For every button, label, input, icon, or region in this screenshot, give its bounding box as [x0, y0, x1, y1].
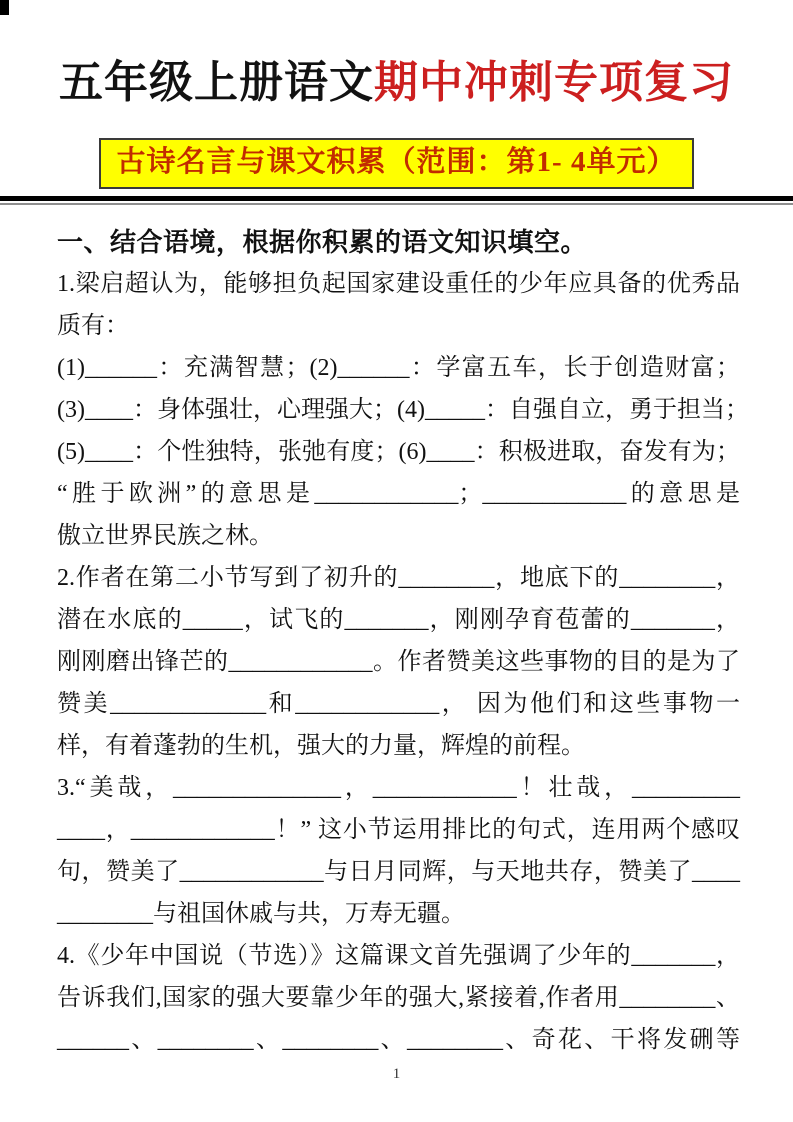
page-title [0, 0, 793, 109]
corner-scan-mark [0, 0, 9, 15]
question-line: (3)____：身体强壮，心理强大；(4)_____：自强自立，勇于担当； [57, 397, 749, 424]
question-line: 告诉我们,国家的强大要靠少年的强大,紧接着,作者用________、 [57, 985, 740, 1012]
subtitle-row [0, 138, 793, 189]
question-line: 赞美_____________和____________， 因为他们和这些事物一 [57, 691, 740, 718]
page-title-black-part: 五年级上册语文 [59, 58, 374, 107]
question-line: 刚刚磨出锋芒的____________。作者赞美这些事物的目的是为了 [57, 649, 740, 676]
question-line: 样，有着蓬勃的生机，强大的力量，辉煌的前程。 [57, 733, 585, 760]
question-line: 4.《少年中国说（节选）》这篇课文首先强调了少年的_______， [57, 943, 740, 970]
subtitle-banner: 古诗名言与课文积累（范围：第1- 4单元） [99, 138, 695, 189]
question-line: 3.“美哉，______________，____________！壮哉，_________ [57, 775, 740, 802]
page-title-red-part: 期中冲刺专项复习 [374, 58, 734, 107]
question-line: (1)______：充满智慧；(2)______：学富五车，长于创造财富； [57, 355, 740, 382]
question-line: ______、________、________、________、奇花、干将发硎等 [57, 1027, 740, 1054]
question-line: 质有： [57, 313, 129, 340]
question-line: 1.梁启超认为，能够担负起国家建设重任的少年应具备的优秀品 [57, 271, 740, 298]
divider-gray-rule [0, 203, 793, 205]
question-line: 2.作者在第二小节写到了初升的________，地底下的________， [57, 565, 740, 592]
question-line: 潜在水底的_____，试飞的_______，刚刚孕育苞蕾的_______， [57, 607, 740, 634]
question-line: ____，____________！” 这小节运用排比的句式，连用两个感叹 [57, 817, 740, 844]
question-line: 傲立世界民族之林。 [57, 523, 273, 550]
section-divider [0, 196, 793, 205]
worksheet-body [57, 221, 749, 1061]
question-line: ________与祖国休戚与共，万寿无疆。 [57, 901, 465, 928]
page-number: 1 [392, 1066, 401, 1082]
section-heading: 一、结合语境，根据你积累的语文知识填空。 [57, 227, 588, 258]
question-line: “胜于欧洲”的意思是____________；____________的意思是 [57, 481, 740, 508]
question-line: 句，赞美了____________与日月同辉，与天地共存，赞美了____ [57, 859, 740, 886]
question-line: (5)____：个性独特，张弛有度；(6)____：积极进取，奋发有为； [57, 439, 740, 466]
